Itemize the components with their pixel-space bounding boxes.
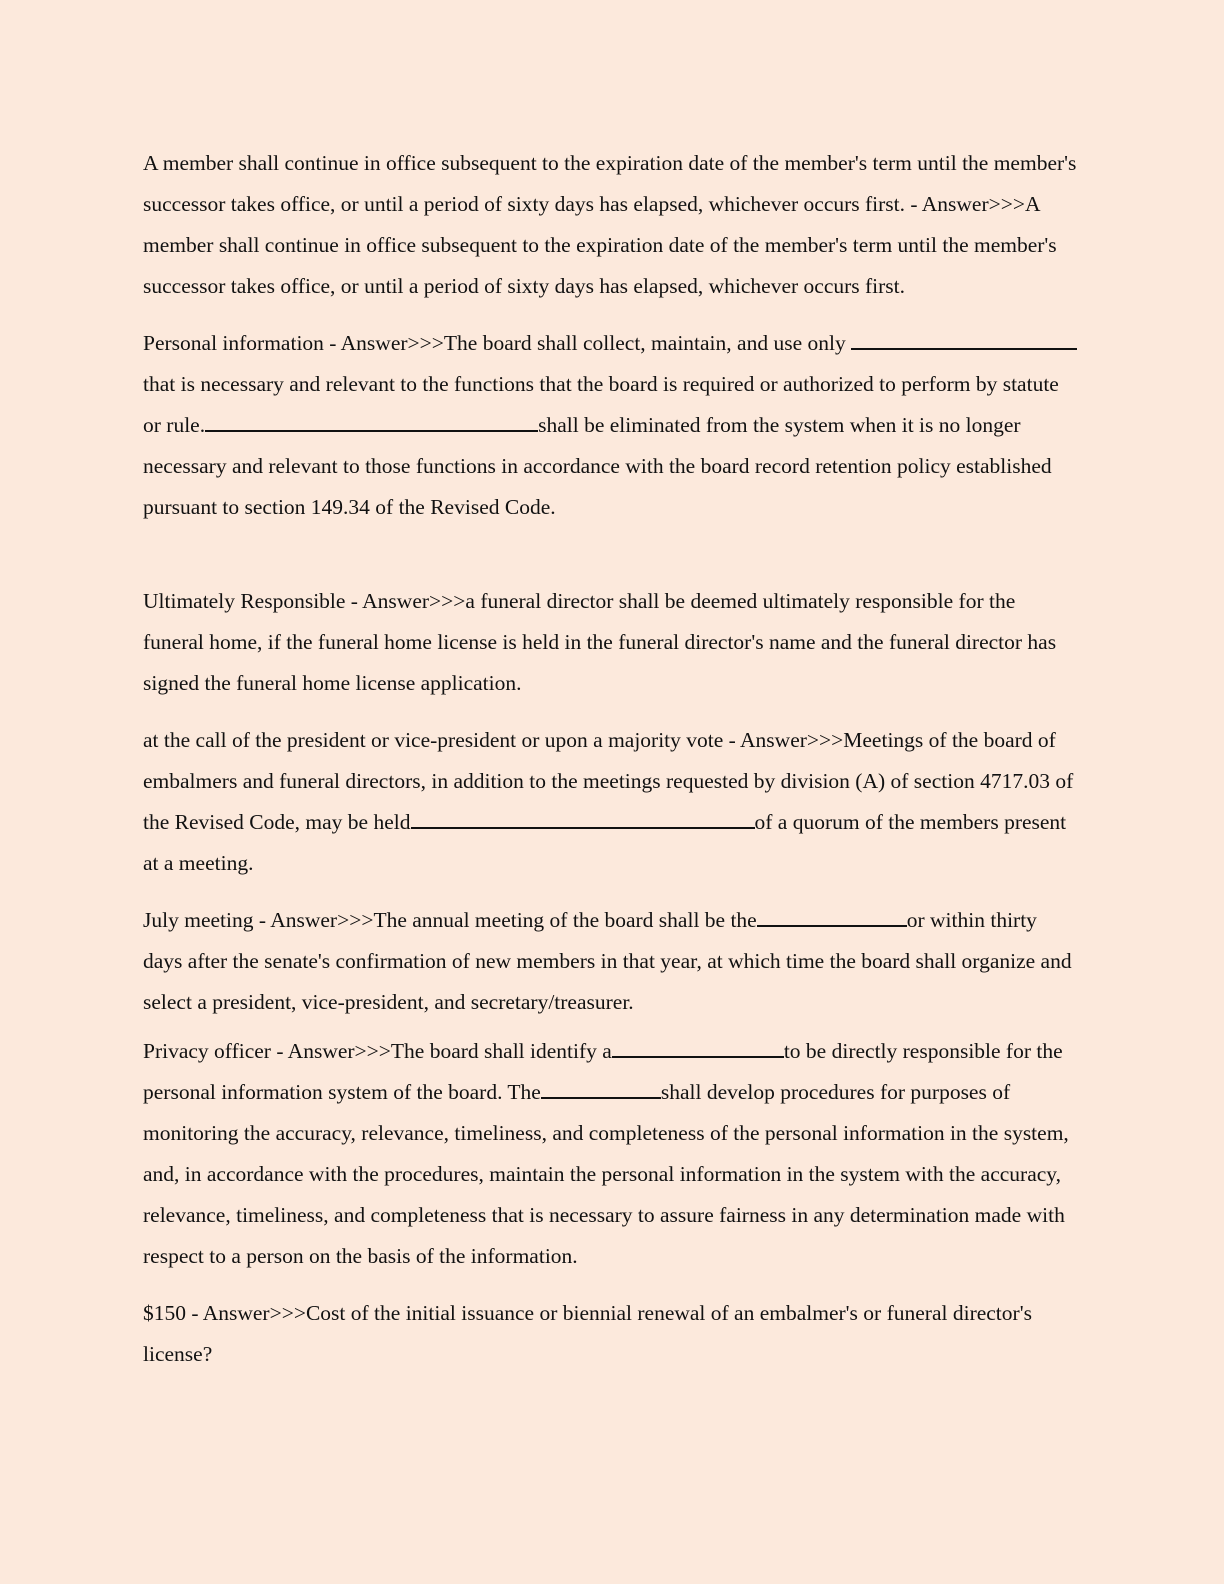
fill-in-blank bbox=[612, 1034, 784, 1058]
fill-in-blank bbox=[205, 408, 538, 432]
flashcard-entry-meetings bbox=[143, 720, 1078, 884]
fill-in-blank bbox=[541, 1075, 661, 1099]
entry-text-part-3: shall be eliminated from the system when it is no longer necessary and relevant to those functions in accordance with the board record retention policy established pursuant to section 149.34 of the Revised Code. bbox=[143, 413, 1052, 519]
flashcard-entry-privacy-officer bbox=[143, 1031, 1078, 1277]
entry-text-part-1: at the call of the president or vice-president or upon a majority vote - Answer>>>Meetings of the board of embalmers and funeral directors, in addition to the meetings requested by division (A) of section 4717.03 of the Revised Code, may be held bbox=[143, 728, 1074, 834]
flashcard-entry-license-cost bbox=[143, 1293, 1078, 1375]
entry-text-part-1: Privacy officer - Answer>>>The board shall identify a bbox=[143, 1039, 612, 1063]
entry-text: $150 - Answer>>>Cost of the initial issuance or biennial renewal of an embalmer's or funeral director's license? bbox=[143, 1301, 1032, 1366]
entry-text: A member shall continue in office subsequent to the expiration date of the member's term until the member's successor takes office, or until a period of sixty days has elapsed, whichever occurs first. - Answer>>>A member shall continue in office subsequent to the expiration date of the member's term until the member's successor takes office, or until a period of sixty days has elapsed, whichever occurs first. bbox=[143, 151, 1077, 298]
flashcard-entry-term-continuation bbox=[143, 143, 1078, 307]
document-page bbox=[143, 143, 1078, 1391]
entry-text-part-2: of a quorum of the members present at a meeting. bbox=[143, 810, 1067, 875]
entry-text-part-2: or within thirty days after the senate's confirmation of new members in that year, at which time the board shall organize and select a president, vice-president, and secretary/treasurer. bbox=[143, 908, 1072, 1014]
entry-text-part-2: to be directly responsible for the personal information system of the board. The bbox=[143, 1039, 1063, 1104]
entry-text-part-2: that is necessary and relevant to the functions that the board is required or authorized to perform by statute or rule. bbox=[143, 372, 1059, 437]
entry-text-part-1: July meeting - Answer>>>The annual meeting of the board shall be the bbox=[143, 908, 757, 932]
flashcard-entry-personal-information bbox=[143, 323, 1078, 528]
fill-in-blank bbox=[411, 805, 755, 829]
entry-text-part-3: shall develop procedures for purposes of monitoring the accuracy, relevance, timeliness, and completeness of the personal information in the system, and, in accordance with the procedures, maintain the personal information in the system with the accuracy, relevance, timeliness, and completeness that is necessary to assure fairness in any determination made with respect to a person on the basis of the information. bbox=[143, 1080, 1069, 1268]
flashcard-entry-ultimately-responsible bbox=[143, 581, 1078, 704]
fill-in-blank bbox=[757, 903, 907, 927]
entry-text-part-1: Personal information - Answer>>>The board shall collect, maintain, and use only bbox=[143, 331, 852, 355]
fill-in-blank bbox=[851, 326, 1077, 350]
flashcard-entry-july-meeting bbox=[143, 900, 1078, 1023]
entry-text: Ultimately Responsible - Answer>>>a funeral director shall be deemed ultimately responsible for the funeral home, if the funeral home license is held in the funeral director's name and the funeral director has signed the funeral home license application. bbox=[143, 589, 1057, 695]
